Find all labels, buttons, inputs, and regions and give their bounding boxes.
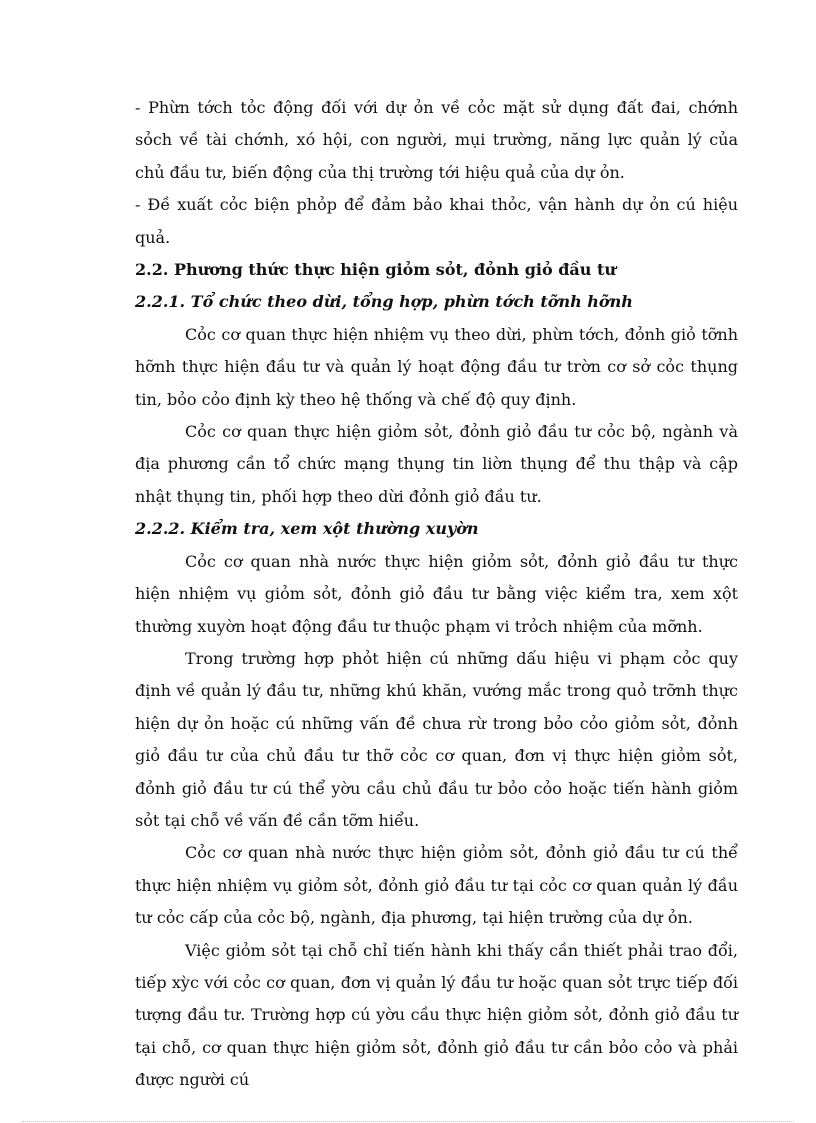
body-paragraph: Cỏc cơ quan thực hiện giỏm sỏt, đỏnh giỏ đầu tư cỏc bộ, ngành và địa phương cần tổ chức mạng thụng tin liờn thụng để thu thập và cập nhật thụng tin, phối hợp theo dừi đỏnh giỏ đầu tư. — [135, 422, 738, 506]
body-paragraph: Cỏc cơ quan thực hiện nhiệm vụ theo dừi, phừn tớch, đỏnh giỏ tỡnh hỡnh thực hiện đầu tư và quản lý hoạt động đầu tư trờn cơ sở cỏc thụng tin, bỏo cỏo định kỳ theo hệ thống và chế độ quy định. — [135, 324, 738, 409]
bullet-paragraph: - Phừn tớch tỏc động đối với dự ỏn về cỏc mặt sử dụng đất đai, chớnh sỏch về tài chớnh, xó hội, con người, mụi trường, năng lực quản lý của chủ đầu tư, biến động của thị trường tới hiệu quả của dự ỏn. — [135, 98, 738, 182]
document-body — [135, 92, 738, 1097]
page-bottom-divider — [22, 1121, 794, 1122]
bullet-paragraph: - Đề xuất cỏc biện phỏp để đảm bảo khai thỏc, vận hành dự ỏn cú hiệu quả. — [135, 195, 738, 247]
section-heading-2-2: 2.2. Phương thức thực hiện giỏm sỏt, đỏnh giỏ đầu tư — [135, 260, 616, 280]
subsection-heading-2-2-1: 2.2.1. Tổ chức theo dừi, tổng hợp, phừn tớch tỡnh hỡnh — [135, 292, 633, 312]
body-paragraph: Trong trường hợp phỏt hiện cú những dấu hiệu vi phạm cỏc quy định về quản lý đầu tư, những khú khăn, vướng mắc trong quỏ trỡnh thực hiện dự ỏn hoặc cú những vấn đề chưa rừ trong bỏo cỏo giỏm sỏt, đỏnh giỏ đầu tư của chủ đầu tư thỡ cỏc cơ quan, đơn vị thực hiện giỏm sỏt, đỏnh giỏ đầu tư cú thể yờu cầu chủ đầu tư bỏo cỏo hoặc tiến hành giỏm sỏt tại chỗ về vấn đề cần tỡm hiểu. — [135, 648, 738, 830]
body-paragraph: Việc giỏm sỏt tại chỗ chỉ tiến hành khi thấy cần thiết phải trao đổi, tiếp xỳc với cỏc cơ quan, đơn vị quản lý đầu tư hoặc quan sỏt trực tiếp đối tượng đầu tư. Trường hợp cú yờu cầu thực hiện giỏm sỏt, đỏnh giỏ đầu tư tại chỗ, cơ quan thực hiện giỏm sỏt, đỏnh giỏ đầu tư cần bỏo cỏo và phải được người cú — [135, 940, 738, 1090]
body-paragraph: Cỏc cơ quan nhà nước thực hiện giỏm sỏt, đỏnh giỏ đầu tư cú thể thực hiện nhiệm vụ giỏm sỏt, đỏnh giỏ đầu tư tại cỏc cơ quan quản lý đầu tư cỏc cấp của cỏc bộ, ngành, địa phương, tại hiện trường của dự ỏn. — [135, 843, 738, 928]
subsection-heading-2-2-2: 2.2.2. Kiểm tra, xem xột thường xuyờn — [135, 519, 479, 539]
body-paragraph: Cỏc cơ quan nhà nước thực hiện giỏm sỏt, đỏnh giỏ đầu tư thực hiện nhiệm vụ giỏm sỏt, đỏnh giỏ đầu tư bằng việc kiểm tra, xem xột thường xuyờn hoạt động đầu tư thuộc phạm vi trỏch nhiệm của mỡnh. — [135, 551, 738, 636]
